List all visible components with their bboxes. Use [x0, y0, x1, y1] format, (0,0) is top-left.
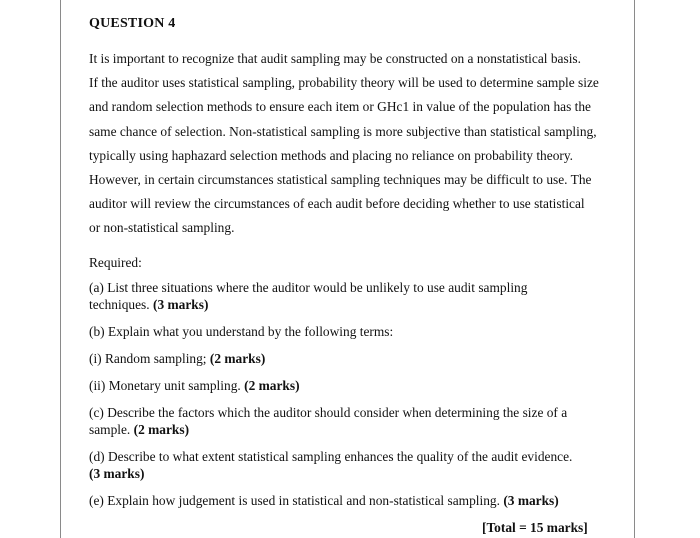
right-margin-line: [634, 0, 635, 538]
part-b: (b) Explain what you understand by the following terms:: [89, 324, 394, 339]
part-c-line1: (c) Describe the factors which the auditor should consider when determining the size of a: [89, 405, 568, 420]
part-d-line2: [89, 466, 144, 482]
paragraph-line: and random selection methods to ensure each item or GHc1 in value of the population has the: [89, 99, 592, 114]
part-a-text: techniques.: [89, 297, 150, 312]
paragraph-line: same chance of selection. Non-statistical sampling is more subjective than statistical sampling,: [89, 124, 597, 139]
part-b-ii-marks: (2 marks): [244, 378, 300, 393]
paragraph-line: If the auditor uses statistical sampling, probability theory will be used to determine sample size: [89, 75, 599, 90]
part-b-i: [89, 351, 265, 367]
paragraph-line: However, in certain circumstances statistical sampling techniques may be difficult to use. The: [89, 172, 592, 187]
left-margin-line: [60, 0, 61, 538]
part-e: [89, 493, 559, 509]
part-a-marks: (3 marks): [152, 297, 209, 312]
paragraph-line: auditor will review the circumstances of each audit before deciding whether to use statistical: [89, 196, 585, 211]
question-title: QUESTION 4: [89, 16, 176, 31]
required-label: Required:: [89, 255, 142, 270]
part-d-marks: (3 marks): [89, 466, 145, 481]
part-c-text: sample.: [89, 422, 131, 437]
paragraph-line: It is important to recognize that audit sampling may be constructed on a nonstatistical basis.: [89, 51, 581, 66]
part-b-ii: [89, 378, 300, 394]
part-b-i-text: (i) Random sampling;: [89, 351, 207, 366]
part-b-ii-text: (ii) Monetary unit sampling.: [89, 378, 241, 393]
part-d-line1: (d) Describe to what extent statistical sampling enhances the quality of the audit evidence.: [89, 449, 573, 464]
part-a-line1: (a) List three situations where the auditor would be unlikely to use audit sampling: [89, 280, 528, 295]
total-marks: [Total = 15 marks]: [482, 520, 588, 535]
part-e-marks: (3 marks): [503, 493, 559, 508]
part-c-marks: (2 marks): [133, 422, 190, 437]
part-c-line2: [89, 422, 189, 438]
part-a-line2: [89, 297, 208, 313]
part-b-i-marks: (2 marks): [209, 351, 266, 366]
part-e-text: (e) Explain how judgement is used in statistical and non-statistical sampling.: [89, 493, 500, 508]
paragraph-line: or non-statistical sampling.: [89, 220, 235, 235]
paragraph-line: typically using haphazard selection methods and placing no reliance on probability theory.: [89, 148, 574, 163]
